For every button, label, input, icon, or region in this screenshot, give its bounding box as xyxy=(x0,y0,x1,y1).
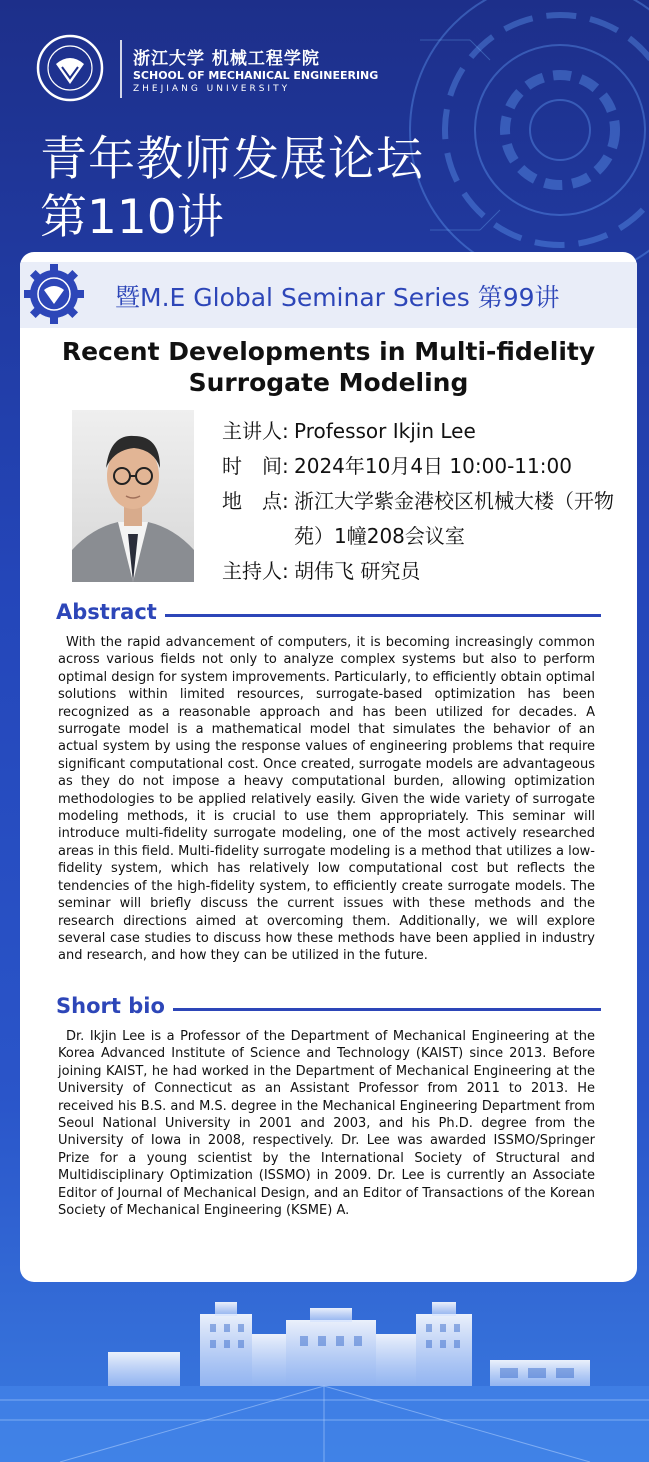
info-value: 2024年10月4日 10:00-11:00 xyxy=(294,454,572,478)
info-label: 主讲人: xyxy=(222,419,289,443)
lecture-number: 第110讲 xyxy=(40,190,224,245)
info-label: 时 间: xyxy=(222,454,289,478)
info-value: 浙江大学紫金港校区机械大楼（开物苑）1幢208会议室 xyxy=(294,489,614,548)
heading-rule xyxy=(173,1008,601,1011)
bio-heading-label: Short bio xyxy=(56,994,165,1018)
talk-info xyxy=(222,414,632,589)
series-title: 暨M.E Global Seminar Series 第99讲 xyxy=(115,283,560,312)
header xyxy=(0,0,649,260)
forum-title: 青年教师发展论坛 xyxy=(40,132,424,187)
university-name-en: ZHEJIANG UNIVERSITY xyxy=(133,84,291,94)
bio-text: Dr. Ikjin Lee is a Professor of the Department of Mechanical Engineering at the Korea Advanced Institute of Science and Technology (KAIST) since 2013. Before joining KAIST, he had worked in the Department of Mechanical Engineering at the University of Connecticut as an Assistant Professor from 2011 to 2013. He received his B.S. and M.S. degree in the Mechanical Engineering Department from Seoul National University in 2001 and 2003, and his Ph.D. degree from the University of Iowa in 2008, respectively. Dr. Lee was awarded ISSMO/Springer Prize for a young scientist by the International Society of Structural and Multidisciplinary Optimization (ISSMO) in 2009. Dr. Lee is currently an Associate Editor of Journal of Mechanical Design, and an Editor of Transactions of the Korean Society of Mechanical Engineering (KSME) A. xyxy=(58,1029,595,1219)
abstract-text: With the rapid advancement of computers, it is becoming increasingly common across various fields not only to analyze complex systems but also to perform optimal design for system improvements. Particularly, to efficiently obtain optimal solutions within limited resources, surrogate-based optimization has been recognized as a reasonable approach and has been utilized for decades. A surrogate model is a mathematical model that simulates the behavior of an actual system by using the response values of engineering problems that require significant computational cost. Once created, surrogate models are advantageous as they do not impose a heavy computational burden, allowing optimization methodologies to be applied relatively easily. Given the wide variety of surrogate modeling methods, it is crucial to use them appropriately. This seminar will introduce multi-fidelity surrogate modeling, one of the most actively researched areas in this field. Multi-fidelity surrogate modeling is a method that utilizes a low-fidelity system, which has relatively low computational cost but reflects the tendencies of the high-fidelity system, to efficiently create surrogate models. The seminar will briefly discuss the current issues with these methods and the research directions aimed at overcoming them. Additionally, we will explore several case studies to discuss how these methods have been applied in industry and research, and how they can be utilized in the future. xyxy=(58,635,595,964)
campus-buildings-illustration xyxy=(0,1290,649,1462)
info-label: 主持人: xyxy=(222,559,289,583)
info-value: Professor Ikjin Lee xyxy=(294,419,476,443)
abstract-heading-label: Abstract xyxy=(56,600,157,624)
info-value: 胡伟飞 研究员 xyxy=(294,559,421,583)
content-card xyxy=(20,252,637,1282)
info-location xyxy=(222,484,632,554)
abstract-heading xyxy=(56,600,601,624)
zju-logo-icon xyxy=(36,34,104,102)
gear-logo-icon xyxy=(22,262,86,326)
info-label: 地 点: xyxy=(222,489,289,513)
info-time xyxy=(222,449,632,484)
school-name-en: SCHOOL OF MECHANICAL ENGINEERING xyxy=(133,69,379,82)
heading-rule xyxy=(165,614,601,617)
bio-heading xyxy=(56,994,601,1018)
info-host xyxy=(222,554,632,589)
info-speaker xyxy=(222,414,632,449)
school-name-cn: 浙江大学 机械工程学院 xyxy=(133,49,320,69)
speaker-photo xyxy=(72,410,194,582)
talk-title: Recent Developments in Multi-fidelity Surrogate Modeling xyxy=(61,337,596,397)
logo-divider xyxy=(120,40,122,98)
